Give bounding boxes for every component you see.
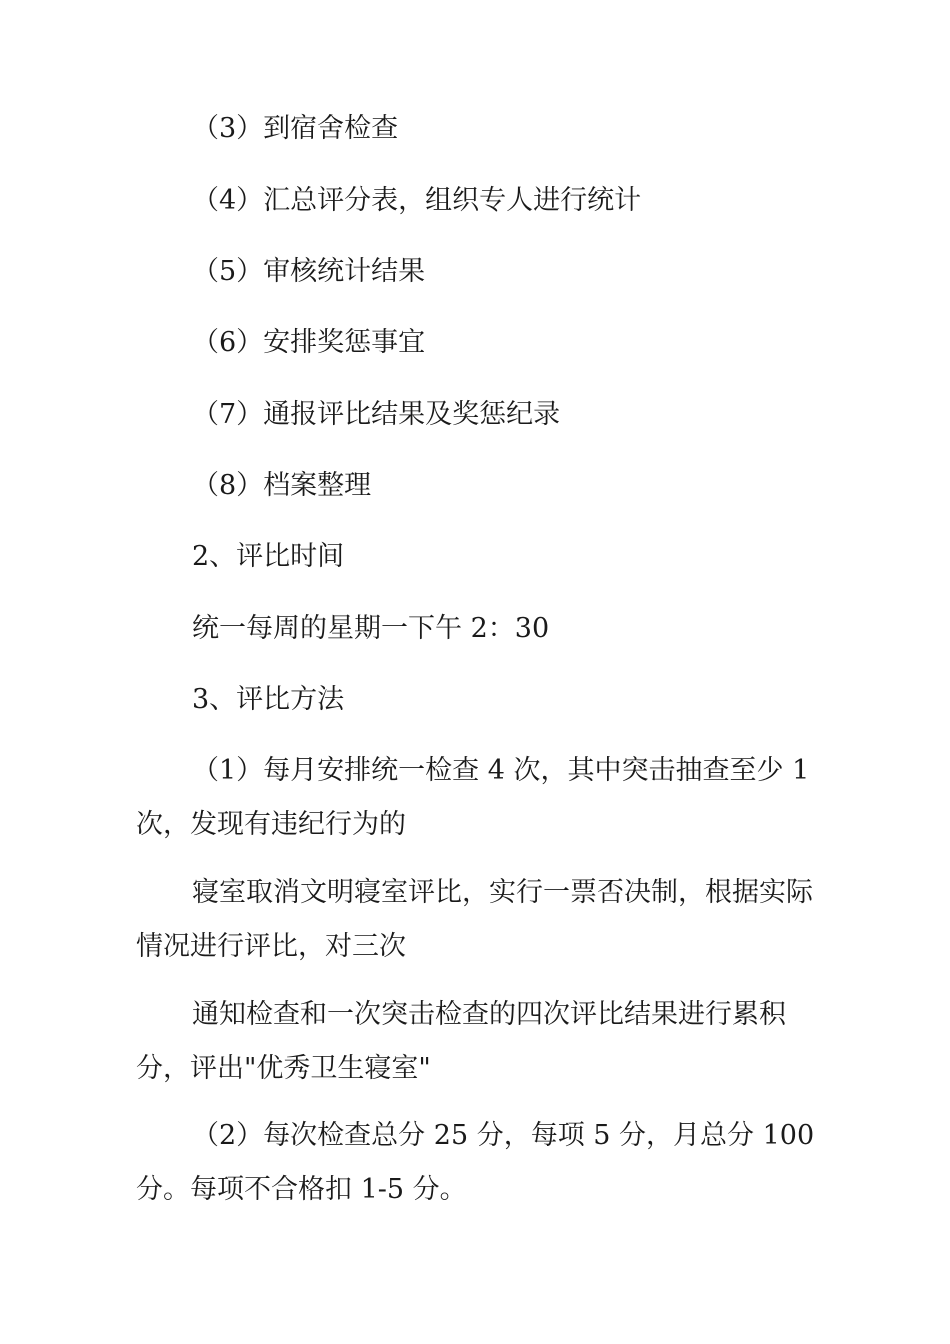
- section-heading-time: 2、评比时间: [192, 541, 345, 572]
- paragraph-step-6: （6）安排奖惩事宜: [192, 327, 426, 358]
- paragraph-step-8: （8）档案整理: [192, 470, 372, 501]
- paragraph-step-5: （5）审核统计结果: [192, 256, 426, 287]
- paragraph-time-detail: 统一每周的星期一下午 2：30: [192, 613, 550, 644]
- paragraph-step-3: （3）到宿舍检查: [192, 113, 399, 144]
- section-heading-method: 3、评比方法: [192, 684, 345, 715]
- paragraph-method-2: （2）每次检查总分 25 分，每项 5 分，月总分 100 分。每项不合格扣 1-5 分。: [136, 1120, 815, 1205]
- paragraph-method-1-cont: 寝室取消文明寝室评比，实行一票否决制，根据实际情况进行评比，对三次: [136, 877, 813, 962]
- paragraph-step-7: （7）通报评比结果及奖惩纪录: [192, 399, 561, 430]
- paragraph-method-1-cont2: 通知检查和一次突击检查的四次评比结果进行累积分，评出"优秀卫生寝室": [136, 999, 786, 1084]
- paragraph-method-1: （1）每月安排统一检查 4 次，其中突击抽查至少 1 次，发现有违纪行为的: [136, 755, 810, 840]
- paragraph-step-4: （4）汇总评分表，组织专人进行统计: [192, 185, 642, 216]
